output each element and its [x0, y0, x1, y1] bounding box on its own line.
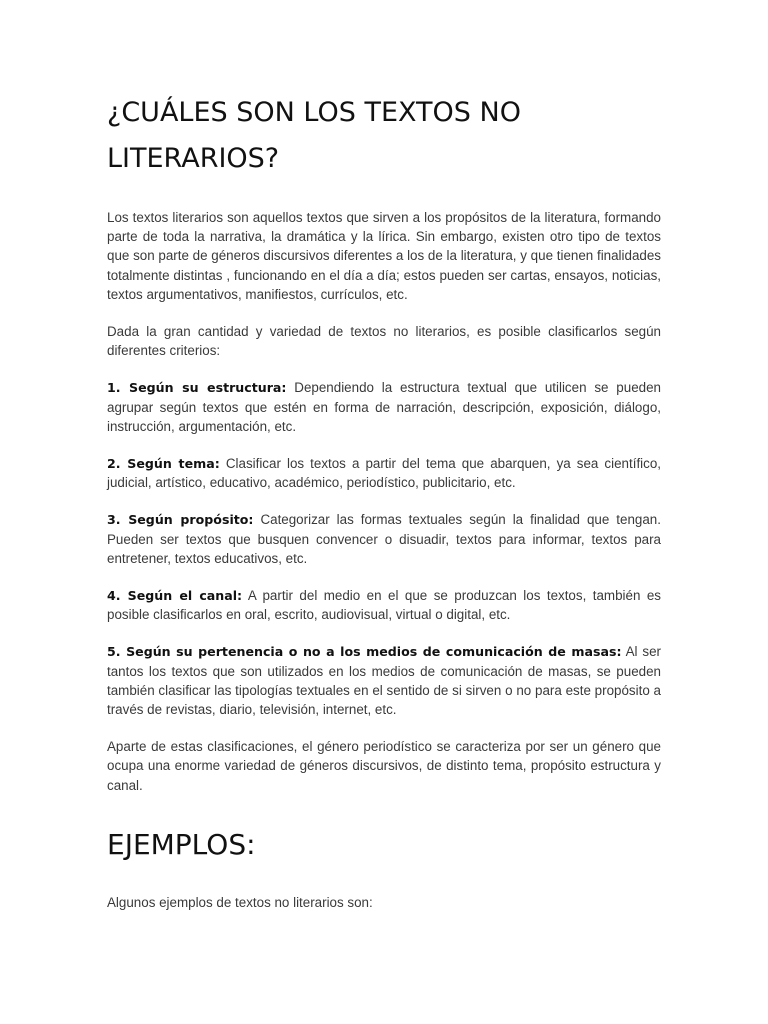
examples-intro: Algunos ejemplos de textos no literarios son: [107, 894, 373, 910]
classification-lead: 3. Según propósito: [107, 512, 254, 528]
document-page [107, 90, 661, 930]
classification-structure [107, 378, 661, 436]
classification-lead: 5. Según su pertenencia o no a los medios de comunicación de masas: [107, 644, 622, 660]
classification-text: Al ser tantos los textos que son utilizados en los medios de comunicación de masas, se pueden también clasificar las tipologías textuales en el sentido de si sirven o no para este propósito a través de revistas, diario, televisión, internet, etc. [107, 644, 661, 718]
classification-topic [107, 454, 661, 492]
classification-lead: 4. Según el canal: [107, 588, 243, 604]
criteria-paragraph: Dada la gran cantidad y variedad de textos no literarios, es posible clasificarlos según diferentes criterios: [107, 324, 661, 359]
classification-text: Clasificar los textos a partir del tema que abarquen, ya sea científico, judicial, artístico, educativo, académico, periodístico, publicitario, etc. [107, 456, 661, 491]
examples-heading: EJEMPLOS: [107, 827, 256, 861]
classification-channel [107, 586, 661, 624]
classification-text: Dependiendo la estructura textual que utilicen se pueden agrupar según textos que estén en forma de narración, descripción, exposición, diálogo, instrucción, argumentación, etc. [107, 380, 661, 434]
classification-text: Categorizar las formas textuales según la finalidad que tengan. Pueden ser textos que busquen convencer o disuadir, textos para informar, textos para entretener, textos educativos, etc. [107, 512, 661, 566]
classification-lead: 1. Según su estructura: [107, 380, 287, 396]
classification-text: A partir del medio en el que se produzcan los textos, también es posible clasificarlos en oral, escrito, audiovisual, virtual o digital, etc. [107, 588, 661, 623]
intro-paragraph: Los textos literarios son aquellos textos que sirven a los propósitos de la literatura, formando parte de toda la narrativa, la dramática y la lírica. Sin embargo, existen otro tipo de textos que son parte de géneros discursivos diferentes a los de la literatura, y que tienen finalidades totalmente distintas , funcionando en el día a día; estos pueden ser cartas, ensayos, noticias, textos argumentativos, manifiestos, currículos, etc. [107, 210, 661, 302]
classification-purpose [107, 510, 661, 568]
classification-mass-media [107, 642, 661, 719]
page-title: ¿CUÁLES SON LOS TEXTOS NO LITERARIOS? [107, 97, 521, 174]
classification-lead: 2. Según tema: [107, 456, 220, 472]
closing-paragraph: Aparte de estas clasificaciones, el género periodístico se caracteriza por ser un género que ocupa una enorme variedad de géneros discursivos, de distinto tema, propósito estructura y canal. [107, 739, 661, 793]
